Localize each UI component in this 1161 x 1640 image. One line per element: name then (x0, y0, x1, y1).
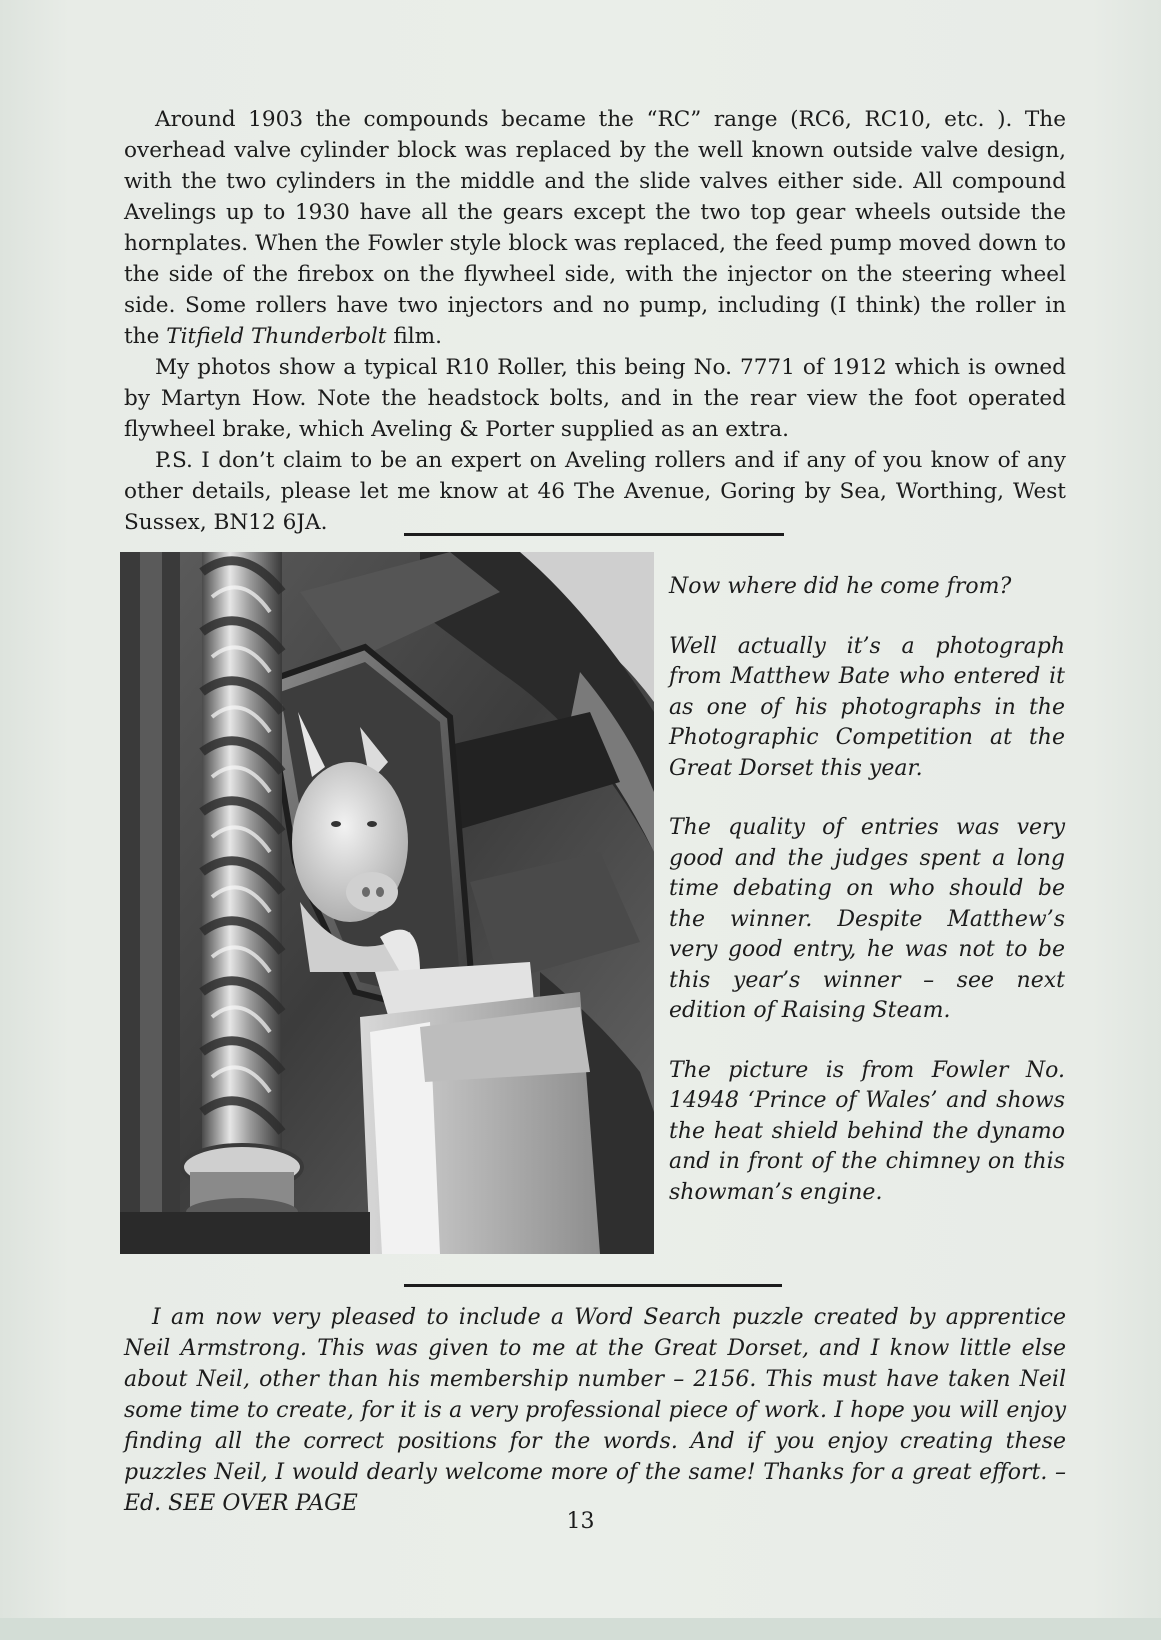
page-number: 13 (566, 1509, 595, 1534)
article-paragraph-3: P.S. I don’t claim to be an expert on Aveling rollers and if any of you know of any other details, please let me know at 46 The Avenue, Goring by Sea, Worthing, West Sussex, BN12 6JA. (124, 448, 1066, 535)
article-paragraph-2: My photos show a typical R10 Roller, this being No. 7771 of 1912 which is owned by Martyn How. Note the headstock bolts, and in the rear view the foot operated flywheel brake, which Aveling & Porter supplied as an extra. (124, 355, 1066, 442)
caption-paragraph-2: The quality of entries was very good and the judges spent a long time debating on who should be the winner. Despite Matthew’s very good entry, he was not to be this year’s winner – see next edition of Raising Steam. (669, 815, 1065, 1023)
section-divider-top (404, 533, 784, 536)
article-paragraph-1-end: film. (393, 324, 442, 349)
caption-paragraph-1: Well actually it’s a photograph from Matthew Bate who entered it as one of his photographs in the Photographic Competition at the Great Dorset this year. (669, 633, 1065, 781)
section-divider-bottom (404, 1284, 782, 1287)
page-edge (0, 1618, 1161, 1640)
article-paragraph-1-text: Around 1903 the compounds became the “RC” range (RC6, RC10, etc. ). The overhead valve cylinder block was replaced by the well known outside valve design, with the two cylinders in the middle and the slide valves either side. All compound Avelings up to 1930 have all the gears except the two top gear wheels outside the hornplates. When the Fowler style block was replaced, the feed pump moved down to the side of the firebox on the flywheel side, with the injector on the steering wheel side. Some rollers have two injectors and no pump, including (I think) the roller in the (124, 107, 1066, 349)
caption-paragraph-3: The picture is from Fowler No. 14948 ‘Prince of Wales’ and shows the heat shield behind the dynamo and in front of the chimney on this showman’s engine. (669, 1057, 1065, 1205)
film-title: Titfield Thunderbolt (166, 324, 387, 349)
photo-caption (669, 572, 1065, 1237)
article-paragraph-1 (124, 104, 1066, 352)
editor-note: I am now very pleased to include a Word Search puzzle created by apprentice Neil Armstrong. This was given to me at the Great Dorset, and I know little else about Neil, other than his membership number – 2156. This must have taken Neil some time to create, for it is a very professional piece of work. I hope you will enjoy finding all the correct positions for the words. And if you enjoy creating these puzzles Neil, I would dearly welcome more of the same! Thanks for a great effort. – Ed. SEE OVER PAGE (124, 1305, 1066, 1516)
caption-question: Now where did he come from? (669, 574, 1012, 599)
photo-heat-shield-pig (120, 552, 654, 1254)
article-body (124, 104, 1066, 538)
